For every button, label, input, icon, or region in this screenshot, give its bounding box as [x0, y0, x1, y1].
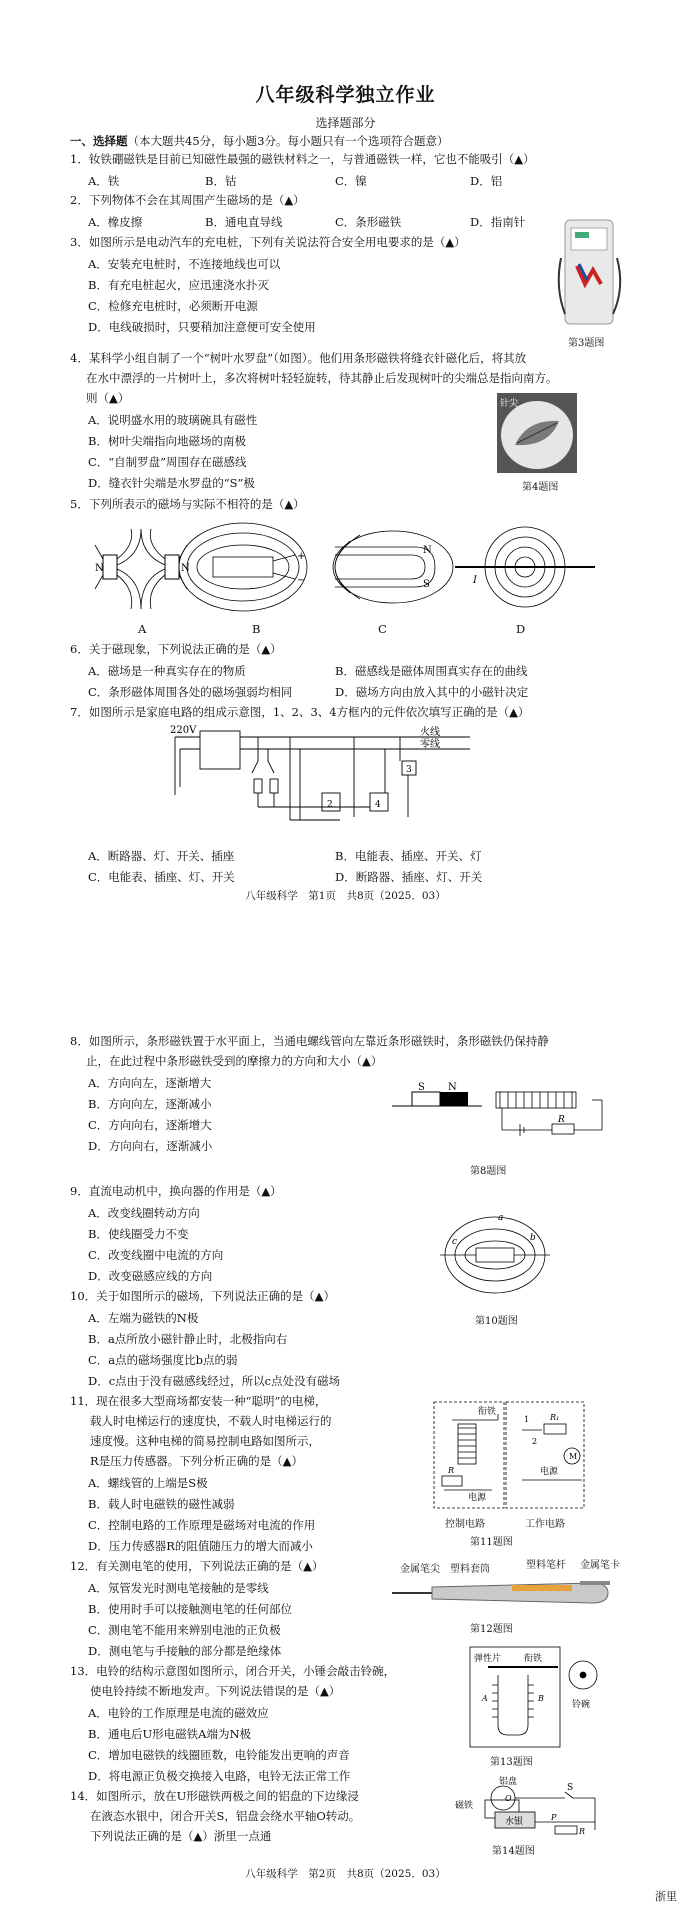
q14-aluminum-disk-figure — [455, 1778, 605, 1838]
q14-mercury-label: 水银 — [505, 1817, 524, 1827]
q4-option-c: C．“自制罗盘”周围存在磁感线 — [88, 455, 247, 469]
q5-a-n-left: N — [95, 563, 104, 574]
q13-option-c: C．增加电磁铁的线圈匝数，电铃能发出更响的声音 — [88, 1748, 350, 1762]
q3-option-c: C．检修充电桩时，必须断开电源 — [88, 299, 258, 313]
q11-work-label: 工作电路 — [525, 1519, 565, 1530]
q7-option-c: C．电能表、插座、灯、开关 — [88, 870, 235, 884]
q4-option-b: B．树叶尖端指向地磁场的南极 — [88, 434, 246, 448]
q11-option-a: A．螺线管的上端是S极 — [88, 1476, 208, 1490]
q6-option-b: B．磁感线是磁体周围真实存在的曲线 — [335, 664, 528, 678]
q12-option-d: D．测电笔与手接触的部分都是绝缘体 — [88, 1644, 282, 1658]
q11-power-work: 电源 — [540, 1467, 559, 1477]
q8-s-pole: S — [418, 1082, 425, 1093]
q9-option-b: B．使线圈受力不变 — [88, 1227, 189, 1241]
q10-point-c: c — [452, 1237, 458, 1247]
q14-stem-3: 下列说法正确的是（▲）浙里一点通 — [90, 1829, 272, 1843]
q10-option-a: A．左端为磁铁的N极 — [88, 1311, 199, 1325]
q11-option-d: D．压力传感器R的阻值随压力的增大而减小 — [88, 1539, 313, 1553]
q3-caption: 第3题图 — [568, 338, 605, 349]
q11-option-b: B．载人时电磁铁的磁性减弱 — [88, 1497, 235, 1511]
q8-option-a: A．方向向左，逐渐增大 — [88, 1076, 212, 1090]
document-title: 八年级科学独立作业 — [255, 84, 436, 106]
q14-stem-2: 在液态水银中，闭合开关S，铝盘会绕水平轴O转动。 — [90, 1809, 361, 1823]
q5-label-d: D — [516, 622, 526, 636]
q11-elevator-circuit — [432, 1400, 587, 1512]
q10-stem: 10．关于如图所示的磁场，下列说法正确的是（▲） — [70, 1289, 335, 1303]
q2-stem: 2．下列物体不会在其周围产生磁场的是（▲） — [70, 193, 305, 207]
q3-option-d: D．电线破损时，只要稍加注意便可安全使用 — [88, 320, 316, 334]
q11-contact-1: 1 — [524, 1415, 530, 1424]
test-pen-figure — [392, 1575, 622, 1611]
q12-caption: 第12题图 — [470, 1624, 513, 1635]
q4-option-d: D．缝衣针尖端是水罗盘的“S”极 — [88, 476, 255, 490]
q2-option-d: D．指南针 — [470, 215, 526, 229]
q7-neutral-wire: 零线 — [420, 739, 440, 750]
q11-stem-2: 载人时电梯运行的速度快，不载人时电梯运行的 — [90, 1414, 332, 1428]
q6-stem: 6．关于磁现象，下列说法正确的是（▲） — [70, 642, 282, 656]
q8-caption: 第8题图 — [470, 1166, 507, 1177]
q5-label-a: A — [138, 622, 147, 636]
q2-option-a: A．橡皮擦 — [88, 215, 143, 229]
q7-option-d: D．断路器、插座、灯、开关 — [335, 870, 483, 884]
q12-label-clip: 金属笔卡 — [580, 1560, 620, 1571]
q7-box-2: 2 — [327, 800, 333, 810]
q14-magnet-label: 磁铁 — [455, 1801, 474, 1811]
q12-label-barrel: 塑料笔杆 — [526, 1560, 566, 1571]
q14-caption: 第14题图 — [492, 1846, 535, 1857]
q12-option-a: A．氖管发光时测电笔接触的是零线 — [88, 1581, 269, 1595]
q5-c-s: S — [423, 579, 430, 590]
q4-stem-2: 在水中漂浮的一片树叶上，多次将树叶轻轻旋转，待其静止后发现树叶的尖端总是指向南方。 — [86, 371, 558, 385]
q6-option-c: C．条形磁体周围各处的磁场强弱均相同 — [88, 685, 293, 699]
q11-contact-2: 2 — [532, 1437, 538, 1446]
q8-magnet-solenoid-figure — [392, 1082, 612, 1146]
q9-option-c: C．改变线圈中电流的方向 — [88, 1248, 224, 1262]
q6-option-a: A．磁场是一种真实存在的物质 — [88, 664, 246, 678]
q11-r1: R₁ — [550, 1413, 560, 1422]
q13-bowl-label: 铃碗 — [572, 1700, 591, 1710]
q1-option-b: B．钴 — [205, 174, 237, 188]
q5-b-minus: − — [297, 575, 306, 586]
q5-b-plus: + — [297, 551, 306, 562]
q4-caption: 第4题图 — [522, 482, 559, 493]
q11-motor: M — [569, 1452, 578, 1461]
q5-d-current: I — [473, 575, 477, 586]
q14-r-label: R — [579, 1827, 586, 1836]
q2-option-c: C．条形磁铁 — [335, 215, 402, 229]
q10-field-lines-figure — [440, 1210, 550, 1300]
q11-caption: 第11题图 — [470, 1537, 513, 1548]
q1-option-a: A．铁 — [88, 174, 120, 188]
q11-control-label: 控制电路 — [445, 1519, 485, 1530]
q7-box-4: 4 — [375, 800, 381, 810]
page-2-footer: 八年级科学 第2页 共8页（2025．03） — [245, 1868, 446, 1880]
q13-armature-label: 衔铁 — [524, 1654, 543, 1664]
q7-stem: 7．如图所示是家庭电路的组成示意图，1、2、3、4方框内的元件依次填写正确的是（▲） — [70, 705, 530, 719]
q4-stem-3: 则（▲） — [86, 391, 130, 405]
charging-station-figure — [555, 218, 625, 328]
q9-option-a: A．改变线圈转动方向 — [88, 1206, 200, 1220]
q14-stem-1: 14．如图所示，放在U形磁铁两极之间的铝盘的下边缘浸 — [70, 1789, 359, 1803]
q14-axis-label: O — [505, 1794, 512, 1803]
section-heading: 一、选择题（本大题共45分，每小题3分。每小题只有一个选项符合题意） — [70, 134, 449, 148]
q3-stem: 3．如图所示是电动汽车的充电桩，下列有关说法符合安全用电要求的是（▲） — [70, 235, 466, 249]
part-title: 选择题部分 — [315, 116, 376, 130]
q8-option-c: C．方向向右，逐渐增大 — [88, 1118, 212, 1132]
q9-option-d: D．改变磁感应线的方向 — [88, 1269, 213, 1283]
q1-stem: 1．钕铁硼磁铁是目前已知磁性最强的磁铁材料之一，与普通磁铁一样，它也不能吸引（▲） — [70, 152, 535, 166]
q12-stem: 12．有关测电笔的使用，下列说法正确的是（▲） — [70, 1559, 324, 1573]
q7-live-wire: 火线 — [420, 727, 440, 738]
q8-n-pole: N — [448, 1082, 457, 1093]
q3-option-b: B．有充电桩起火，应迅速浇水扑灭 — [88, 278, 269, 292]
q13-a-end: A — [482, 1694, 488, 1703]
q13-stem-1: 13．电铃的结构示意图如图所示，闭合开关，小锤会敲击铃碗， — [70, 1664, 396, 1678]
q10-option-b: B．a点所放小磁针静止时，北极指向右 — [88, 1332, 288, 1346]
q10-option-d: D．c点由于没有磁感线经过，所以c点处没有磁场 — [88, 1374, 341, 1388]
q10-option-c: C．a点的磁场强度比b点的弱 — [88, 1353, 238, 1367]
q5-stem: 5．下列所表示的磁场与实际不相符的是（▲） — [70, 497, 305, 511]
q1-option-d: D．铝 — [470, 174, 503, 188]
corner-mark: 浙里 — [655, 1890, 677, 1903]
q2-option-b: B．通电直导线 — [205, 215, 283, 229]
q1-option-c: C．镍 — [335, 174, 367, 188]
q13-caption: 第13题图 — [490, 1757, 533, 1768]
q8-stem-1: 8．如图所示，条形磁铁置于水平面上，当通电螺线管向左靠近条形磁铁时，条形磁铁仍保持静 — [70, 1034, 549, 1048]
q5-a-n-right: N — [181, 563, 190, 574]
q9-stem: 9．直流电动机中，换向器的作用是（▲） — [70, 1184, 282, 1198]
q14-p-label: P — [551, 1813, 557, 1822]
q13-spring-label: 弹性片 — [474, 1654, 502, 1664]
page-1-footer: 八年级科学 第1页 共8页（2025．03） — [245, 890, 446, 902]
q10-point-a: a — [498, 1213, 504, 1223]
q10-point-b: b — [530, 1233, 536, 1243]
q11-stem-3: 速度慢。这种电梯的简易控制电路如图所示， — [90, 1434, 320, 1448]
q11-option-c: C．控制电路的工作原理是磁场对电流的作用 — [88, 1518, 316, 1532]
q6-option-d: D．磁场方向由放入其中的小磁针决定 — [335, 685, 529, 699]
q11-armature: 衔铁 — [478, 1407, 497, 1417]
page-2 — [0, 1000, 691, 1912]
q12-label-sleeve: 塑料套筒 — [450, 1564, 490, 1575]
q7-box-3: 3 — [406, 765, 412, 775]
q7-household-circuit — [170, 725, 480, 835]
q11-sensor-r: R — [448, 1466, 455, 1475]
q5-label-c: C — [378, 622, 387, 636]
q4-stem-1: 4．某科学小组自制了一个“树叶水罗盘”（如图）。他们用条形磁铁将缝衣针磁化后，将其放 — [70, 351, 527, 365]
q5-c-n: N — [423, 545, 432, 556]
q8-resistor: R — [558, 1115, 565, 1125]
q4-needle-label: 针尖 — [500, 399, 519, 409]
q8-stem-2: 止，在此过程中条形磁铁受到的摩擦力的方向和大小（▲） — [86, 1054, 383, 1068]
q13-option-b: B．通电后U形电磁铁A端为N极 — [88, 1727, 252, 1741]
page-1 — [0, 0, 691, 900]
q7-option-a: A．断路器、灯、开关、插座 — [88, 849, 235, 863]
q11-power-ctrl: 电源 — [468, 1493, 487, 1503]
q3-option-a: A．安装充电桩时，不连接地线也可以 — [88, 257, 281, 271]
q12-label-tip: 金属笔尖 — [400, 1564, 440, 1575]
q5-label-b: B — [252, 622, 261, 636]
q12-option-c: C．测电笔不能用来辨别电池的正负极 — [88, 1623, 281, 1637]
q5-magnetic-field-figures — [95, 525, 595, 615]
q7-option-b: B．电能表、插座、开关、灯 — [335, 849, 482, 863]
q11-stem-4: R是压力传感器。下列分析正确的是（▲） — [90, 1454, 304, 1468]
q13-b-end: B — [538, 1694, 544, 1703]
q7-voltage: 220V — [170, 725, 197, 736]
q13-stem-2: 使电铃持续不断地发声。下列说法错误的是（▲） — [90, 1684, 341, 1698]
q8-option-b: B．方向向左，逐渐减小 — [88, 1097, 212, 1111]
q10-caption: 第10题图 — [475, 1316, 518, 1327]
q13-option-a: A．电铃的工作原理是电流的磁效应 — [88, 1706, 269, 1720]
q13-option-d: D．将电源正负极交换接入电路，电铃无法正常工作 — [88, 1769, 351, 1783]
q12-option-b: B．使用时手可以接触测电笔的任何部位 — [88, 1602, 292, 1616]
q8-option-d: D．方向向右，逐渐减小 — [88, 1139, 213, 1153]
q4-option-a: A．说明盛水用的玻璃碗具有磁性 — [88, 413, 258, 427]
q14-disk-label: 铝盘 — [499, 1777, 518, 1787]
q13-electric-bell — [468, 1645, 608, 1750]
q14-switch-label: S — [567, 1783, 574, 1793]
q11-stem-1: 11．现在很多大型商场都安装一种“聪明”的电梯， — [70, 1394, 327, 1408]
